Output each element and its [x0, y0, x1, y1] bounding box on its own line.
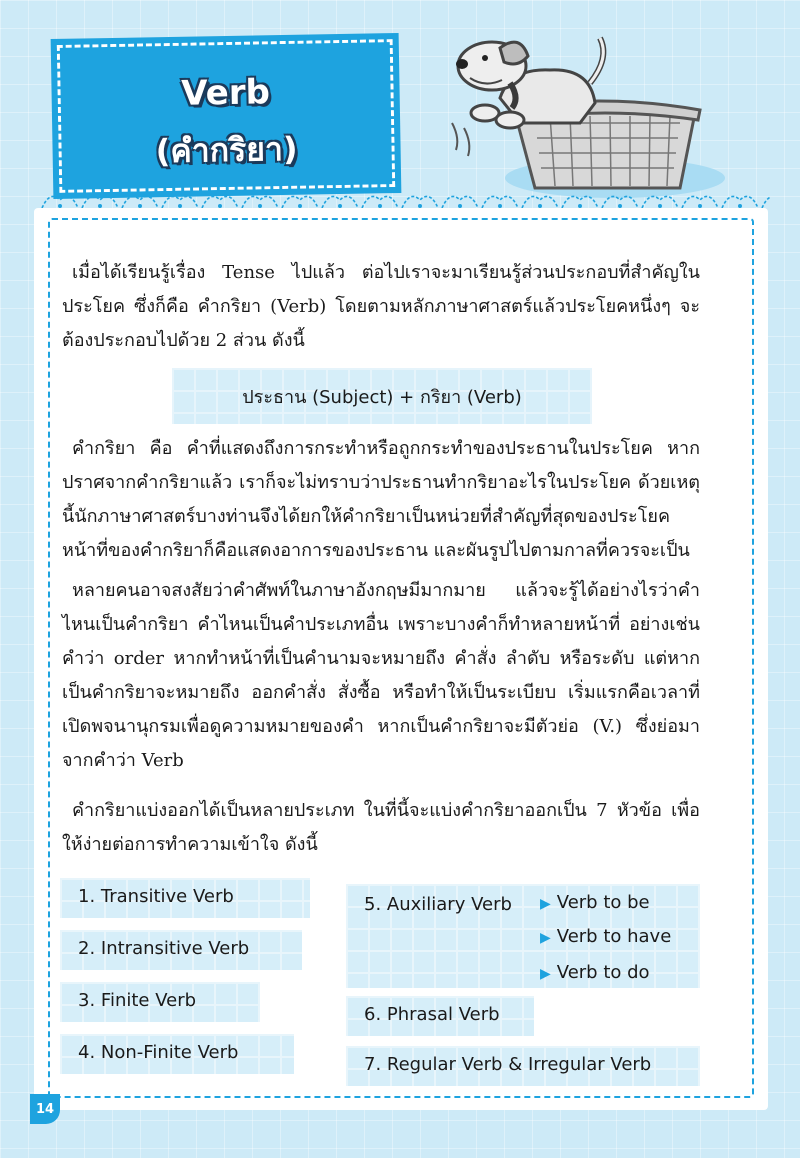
- page-subtitle: (คำกริยา): [155, 129, 298, 171]
- triangle-bullet-icon: ▶: [540, 896, 551, 912]
- verb-type-label: 4. Non-Finite Verb: [78, 1042, 239, 1063]
- auxiliary-sub-item: [540, 962, 650, 983]
- page-number: 14: [30, 1094, 60, 1124]
- formula-box: [172, 368, 592, 424]
- verb-type-label: 2. Intransitive Verb: [78, 938, 250, 959]
- triangle-bullet-icon: ▶: [540, 966, 551, 982]
- auxiliary-sub-label: Verb to be: [556, 892, 650, 913]
- verb-type-item-1: [60, 878, 310, 918]
- auxiliary-sub-item: [540, 926, 671, 947]
- auxiliary-sub-label: Verb to have: [556, 926, 672, 947]
- verb-type-label: 5. Auxiliary Verb: [364, 894, 512, 915]
- intro-paragraph: เมื่อได้เรียนรู้เรื่อง Tense ไปแล้ว ต่อไปเราจะมาเรียนรู้ส่วนประกอบที่สำคัญในประโยค ซึ่งก็คือ คำกริยา (Verb) โดยตามหลักภาษาศาสตร์แล้วประโยคหนึ่งๆ จะต้องประกอบไปด้วย 2 ส่วน ดังนี้: [62, 262, 700, 351]
- verb-type-item-4: [60, 1034, 294, 1074]
- verb-type-label: 6. Phrasal Verb: [364, 1004, 500, 1025]
- title-banner: [57, 39, 396, 193]
- auxiliary-sub-item: [540, 892, 650, 913]
- verb-types-intro-paragraph: คำกริยาแบ่งออกได้เป็นหลายประเภท ในที่นี้จะแบ่งคำกริยาออกเป็น 7 หัวข้อ เพื่อให้ง่ายต่อการทำความเข้าใจ ดังนี้: [62, 800, 700, 855]
- verb-type-label: 7. Regular Verb & Irregular Verb: [364, 1054, 652, 1075]
- verb-type-label: 1. Transitive Verb: [78, 886, 234, 907]
- verb-definition-paragraph: คำกริยา คือ คำที่แสดงถึงการกระทำหรือถูกกระทำของประธานในประโยค หากปราศจากคำกริยาแล้ว เราก็จะไม่ทราบว่าประธานทำกริยาอะไรในประโยค ด้วยเหตุนี้นักภาษาศาสตร์บางท่านจึงได้ยกให้คำกริยาเป็นหน่วยที่สำคัญที่สุดของประโยค หน้าที่ของคำกริยาก็คือแสดงอาการของประธาน และผันรูปไปตามกาลที่ควรจะเป็น: [62, 438, 700, 561]
- verb-type-item-2: [60, 930, 302, 970]
- verb-identification-paragraph: หลายคนอาจสงสัยว่าคำศัพท์ในภาษาอังกฤษมีมากมาย แล้วจะรู้ได้อย่างไรว่าคำไหนเป็นคำกริยา คำไหนเป็นคำประเภทอื่น เพราะบางคำก็ทำหลายหน้าที่ อย่างเช่น คำว่า order หากทำหน้าที่เป็นคำนามจะหมายถึง คำสั่ง ลำดับ หรือระดับ แต่หากเป็นคำกริยาจะหมายถึง ออกคำสั่ง สั่งซื้อ หรือทำให้เป็นระเบียบ เริ่มแรกคือเวลาที่เปิดพจนานุกรมเพื่อดูความหมายของคำ หากเป็นคำกริยาจะมีตัวย่อ (V.) ซึ่งย่อมาจากคำว่า Verb: [62, 580, 700, 771]
- triangle-bullet-icon: ▶: [540, 930, 551, 946]
- formula-text: ประธาน (Subject) + กริยา (Verb): [242, 387, 522, 408]
- verb-type-item-7: [346, 1046, 700, 1086]
- dog-in-basket-illustration: [440, 28, 740, 203]
- page-title: Verb: [180, 72, 271, 114]
- auxiliary-sub-label: Verb to do: [556, 962, 650, 983]
- verb-type-item-3: [60, 982, 260, 1022]
- verb-type-label: 3. Finite Verb: [78, 990, 197, 1011]
- verb-type-item-6: [346, 996, 534, 1036]
